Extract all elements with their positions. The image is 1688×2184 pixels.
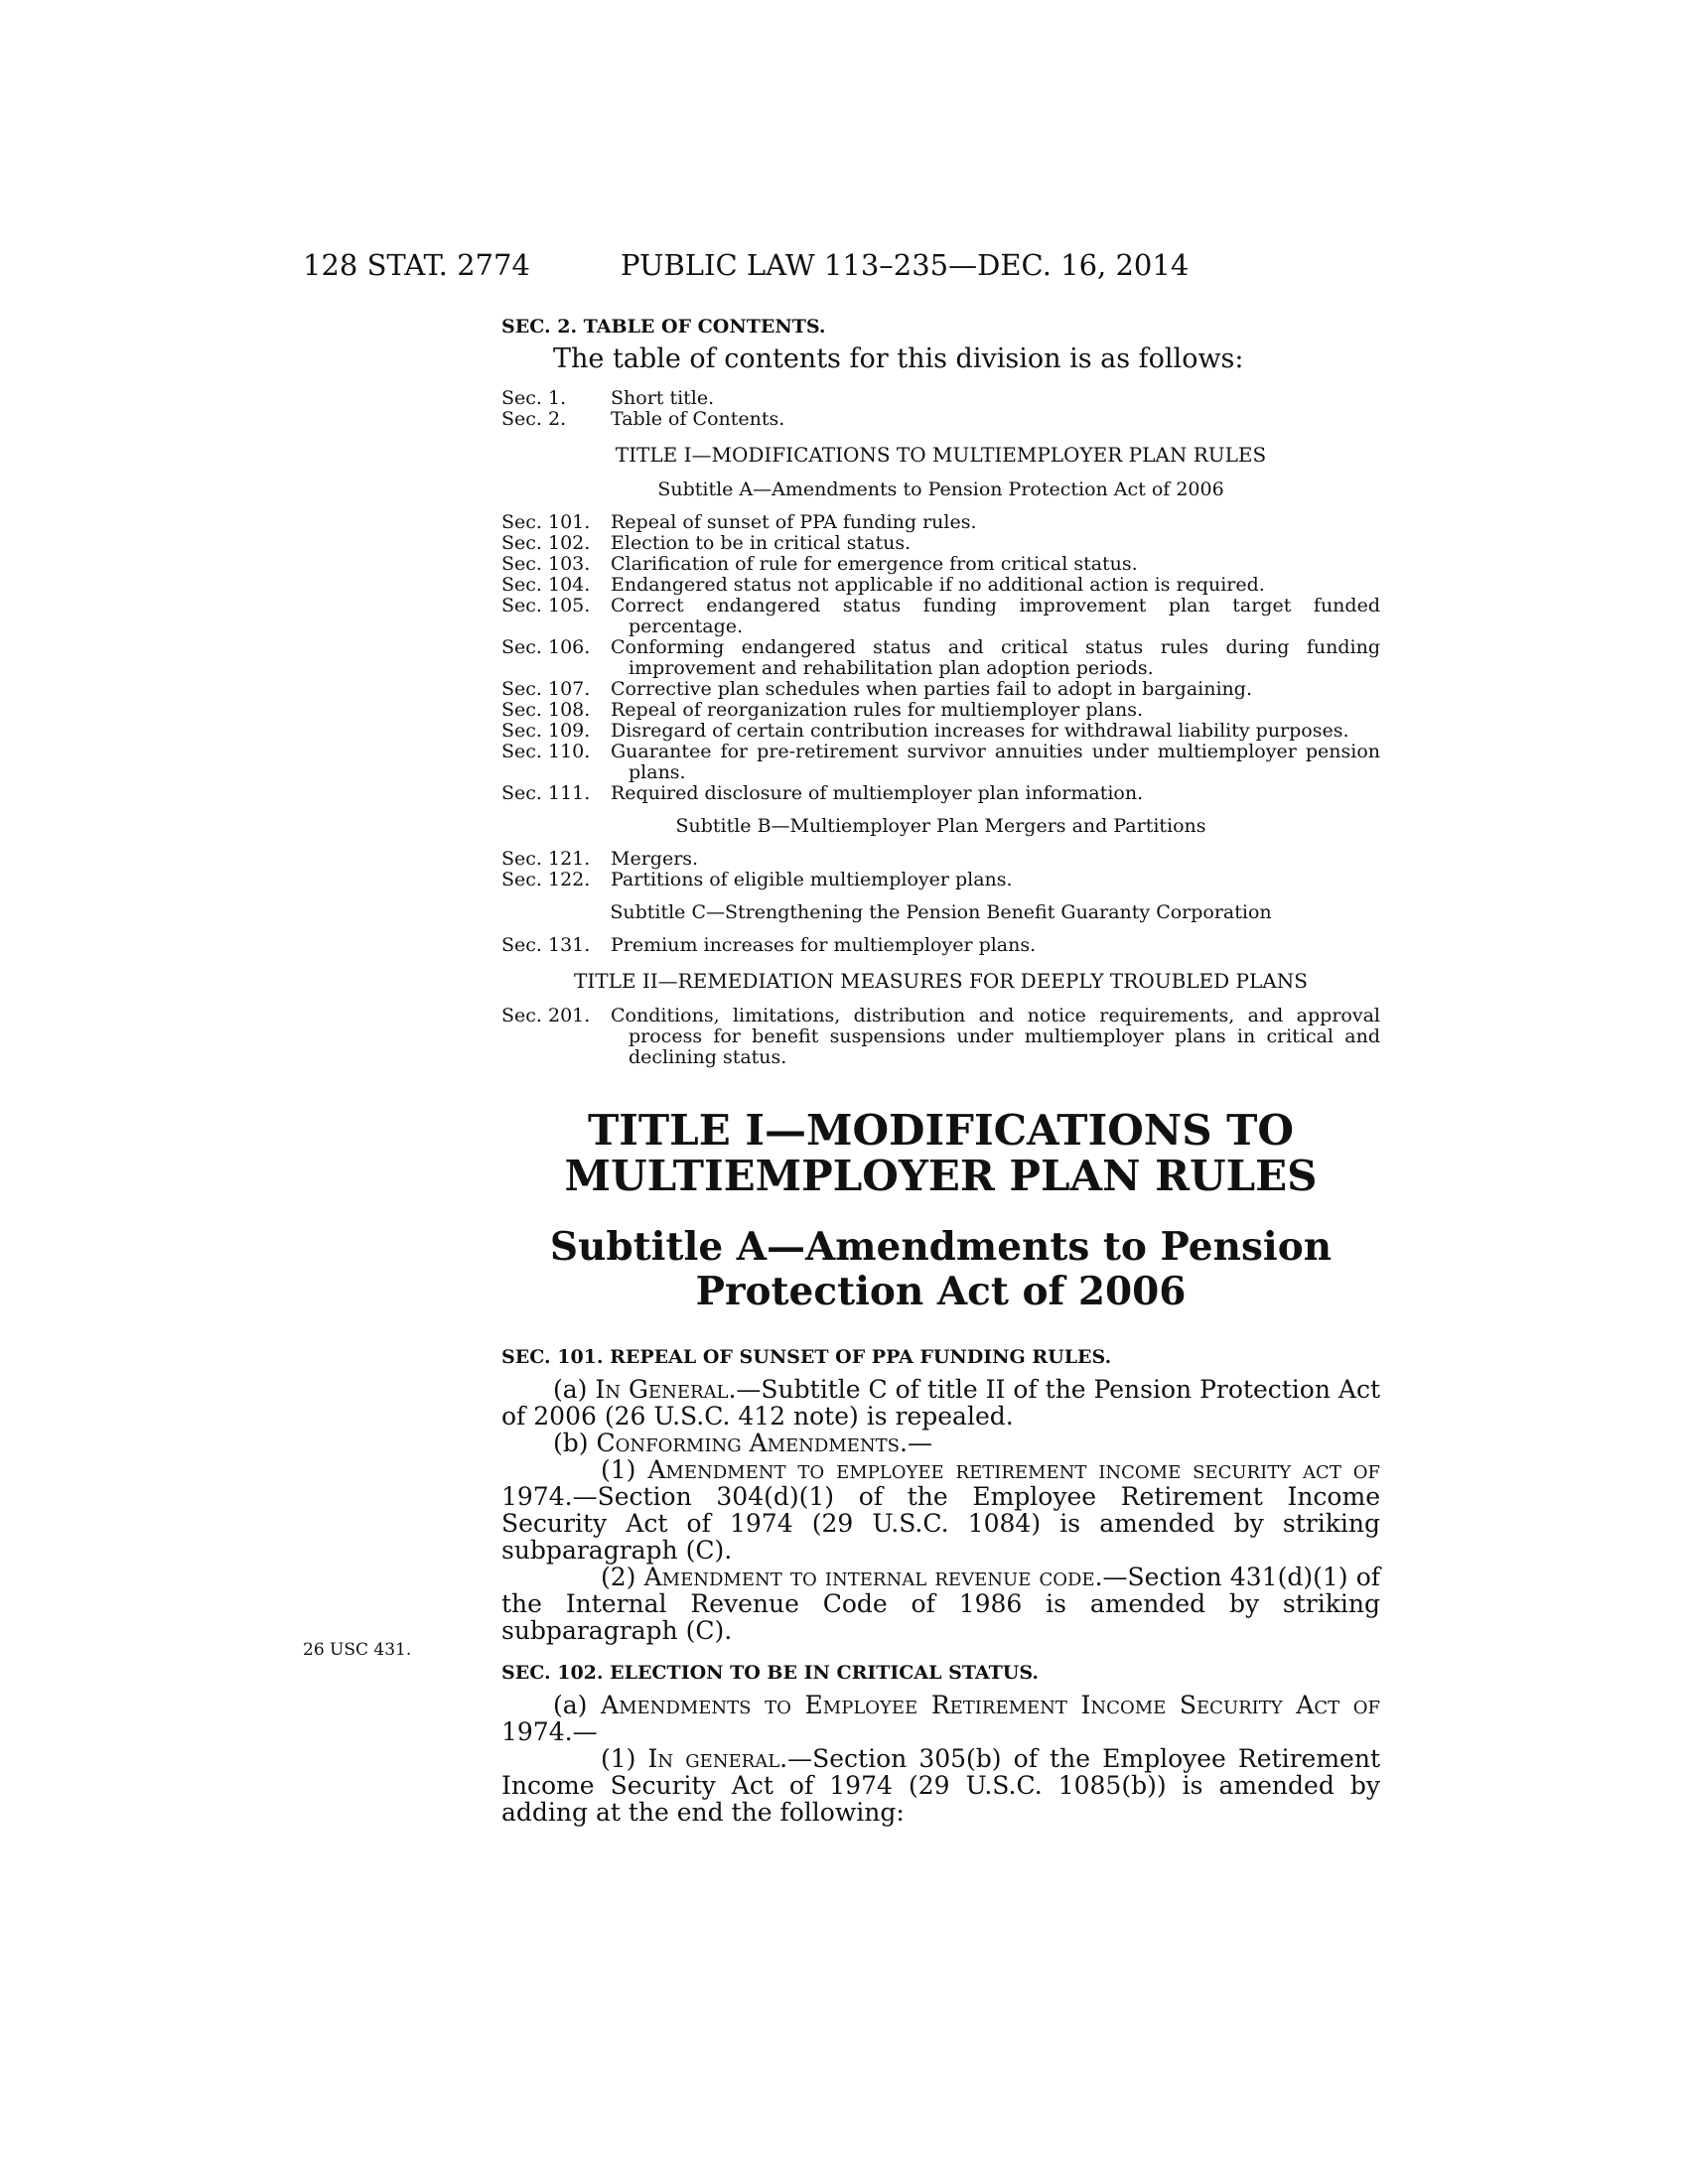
subsection-caption: Conforming Amendments.	[596, 1429, 908, 1457]
stat-citation: 128 STAT. 2774	[303, 248, 530, 282]
toc-entry-title: Mergers.	[611, 848, 699, 870]
toc-entry-number: Sec. 201.	[501, 1005, 591, 1026]
toc-entry-number: Sec. 109.	[501, 720, 591, 742]
toc-entry-number: Sec. 105.	[501, 595, 591, 616]
paragraph-text: —Section 304(d)(1) of the Employee Retirement Income Security Act of 1974 (29 U.S.C. 1084) is amended by striking subparagraph (C).	[501, 1482, 1380, 1565]
sec-101-paragraph-2	[501, 1564, 1380, 1644]
toc-entry	[501, 783, 1380, 804]
paragraph-text: —Section 305(b) of the Employee Retirement Income Security Act of 1974 (29 U.S.C. 1085(b)) is amended by adding at the end the following:	[501, 1744, 1380, 1827]
sec-102-subsection-a	[501, 1692, 1380, 1745]
toc-entry-title: Short title.	[611, 387, 715, 409]
subtitle-a-line-2: Protection Act of 2006	[695, 1269, 1187, 1314]
toc-subtitle-c-list	[501, 935, 1380, 956]
toc-entry-number: Sec. 108.	[501, 699, 591, 721]
subsection-text: —	[572, 1717, 598, 1746]
toc-entry-number: Sec. 2.	[501, 408, 567, 430]
toc-entry-title: Premium increases for multiemployer plans.	[611, 934, 1037, 956]
toc-entry-title: Disregard of certain contribution increases for withdrawal liability purposes.	[611, 720, 1349, 742]
toc-entry	[501, 935, 1380, 956]
toc-entry	[501, 575, 1380, 596]
sec-102-heading: SEC. 102. ELECTION TO BE IN CRITICAL STATUS.	[501, 1662, 1039, 1684]
toc-entry-title: Partitions of eligible multiemployer plans.	[611, 869, 1013, 890]
paragraph-caption: Amendment to internal revenue code.	[643, 1563, 1103, 1591]
subsection-caption: In General.	[595, 1375, 737, 1404]
toc-subtitle-c: Subtitle C—Strengthening the Pension Benefit Guaranty Corporation	[610, 901, 1272, 923]
title-1-line-1: TITLE I—MODIFICATIONS TO	[588, 1106, 1294, 1155]
toc-entry-title: Endangered status not applicable if no additional action is required.	[611, 574, 1265, 596]
toc-title-2: TITLE II—REMEDIATION MEASURES FOR DEEPLY TROUBLED PLANS	[574, 969, 1308, 993]
toc-subtitle-a: Subtitle A—Amendments to Pension Protection Act of 2006	[657, 478, 1224, 500]
sec-101-subsection-b	[501, 1430, 1380, 1456]
toc-entry-number: Sec. 101.	[501, 511, 591, 533]
toc-entry	[501, 870, 1380, 890]
public-law-title: PUBLIC LAW 113–235—DEC. 16, 2014	[621, 248, 1190, 282]
toc-entry-number: Sec. 131.	[501, 934, 591, 956]
toc-entry-title: Guarantee for pre-retirement survivor annuities under multiemployer pension plans.	[611, 741, 1380, 783]
toc-subtitle-b: Subtitle B—Multiemployer Plan Mergers and Partitions	[675, 815, 1206, 837]
toc-entry-number: Sec. 110.	[501, 741, 591, 762]
toc-entry-number: Sec. 121.	[501, 848, 591, 870]
toc-entry-number: Sec. 103.	[501, 553, 591, 575]
title-1-heading	[501, 1108, 1380, 1199]
paragraph-text: —Section 431(d)(1) of the Internal Revenue Code of 1986 is amended by striking subparagraph (C).	[501, 1563, 1380, 1645]
toc-entry	[501, 596, 1380, 637]
toc-title-1: TITLE I—MODIFICATIONS TO MULTIEMPLOYER PLAN RULES	[615, 443, 1267, 467]
subsection-label: (a)	[553, 1691, 602, 1719]
subsection-label: (b)	[553, 1429, 597, 1457]
toc-section-heading: SEC. 2. TABLE OF CONTENTS.	[501, 316, 826, 338]
toc-entry-number: Sec. 122.	[501, 869, 591, 890]
paragraph-caption: In general.	[647, 1744, 788, 1773]
toc-entry	[501, 388, 1380, 409]
toc-entry-number: Sec. 102.	[501, 532, 591, 554]
subsection-text: —	[907, 1429, 932, 1457]
subsection-text: —Subtitle C of title II of the Pension Protection Act of 2006 (26 U.S.C. 412 note) is repealed.	[501, 1375, 1380, 1431]
toc-entry	[501, 721, 1380, 742]
toc-entry-number: Sec. 111.	[501, 782, 591, 804]
toc-entry-title: Conditions, limitations, distribution and notice requirements, and approval process for benefit suspensions under multiemployer plans in critical and declining status.	[611, 1005, 1380, 1068]
toc-entry	[501, 409, 1380, 430]
toc-entry-title: Correct endangered status funding improvement plan target funded percentage.	[611, 595, 1380, 637]
subtitle-a-line-1: Subtitle A—Amendments to Pension	[549, 1224, 1333, 1270]
toc-entry	[501, 849, 1380, 870]
subsection-caption: Amendments to Employee Retirement Income Security Act of 1974.	[501, 1691, 1380, 1746]
sec-101-heading: SEC. 101. REPEAL OF SUNSET OF PPA FUNDING RULES.	[501, 1346, 1112, 1368]
toc-entry-number: Sec. 1.	[501, 387, 567, 409]
page-content	[501, 316, 1380, 1826]
toc-entry-title: Clarification of rule for emergence from critical status.	[611, 553, 1138, 575]
toc-entry	[501, 700, 1380, 721]
toc-entry	[501, 679, 1380, 700]
sec-101-subsection-a	[501, 1376, 1380, 1430]
toc-entry	[501, 637, 1380, 679]
subtitle-a-heading	[501, 1225, 1380, 1314]
paragraph-caption: Amendment to employee retirement income security act of 1974.	[501, 1455, 1381, 1511]
toc-entry	[501, 1006, 1380, 1068]
paragraph-label: (1)	[601, 1455, 648, 1484]
toc-entry-number: Sec. 106.	[501, 636, 591, 658]
sec-102-paragraph-1	[501, 1745, 1380, 1826]
toc-entry-title: Corrective plan schedules when parties fail to adopt in bargaining.	[611, 678, 1252, 700]
toc-intro: The table of contents for this division is as follows:	[553, 343, 1244, 374]
toc-entry-title: Repeal of sunset of PPA funding rules.	[611, 511, 977, 533]
sec-101-paragraph-1	[501, 1456, 1380, 1564]
toc-entry	[501, 533, 1380, 554]
toc-subtitle-a-list	[501, 512, 1380, 804]
subsection-label: (a)	[553, 1375, 596, 1404]
toc-entry	[501, 512, 1380, 533]
title-1-line-2: MULTIEMPLOYER PLAN RULES	[564, 1152, 1318, 1200]
margin-note-usc: 26 USC 431.	[303, 1640, 412, 1660]
toc-entry-title: Election to be in critical status.	[611, 532, 912, 554]
toc-entry-number: Sec. 107.	[501, 678, 591, 700]
toc-entry-title: Required disclosure of multiemployer plan information.	[611, 782, 1144, 804]
toc-entry-number: Sec. 104.	[501, 574, 591, 596]
toc-top-list	[501, 388, 1380, 430]
toc-title-2-list	[501, 1006, 1380, 1068]
paragraph-label: (1)	[601, 1744, 648, 1773]
toc-entry-title: Table of Contents.	[611, 408, 785, 430]
toc-entry	[501, 742, 1380, 783]
running-header	[303, 248, 1380, 288]
paragraph-label: (2)	[601, 1563, 644, 1591]
toc-entry-title: Conforming endangered status and critical status rules during funding improvement and rehabilitation plan adoption periods.	[611, 636, 1380, 679]
toc-entry-title: Repeal of reorganization rules for multiemployer plans.	[611, 699, 1144, 721]
toc-entry	[501, 554, 1380, 575]
toc-subtitle-b-list	[501, 849, 1380, 890]
